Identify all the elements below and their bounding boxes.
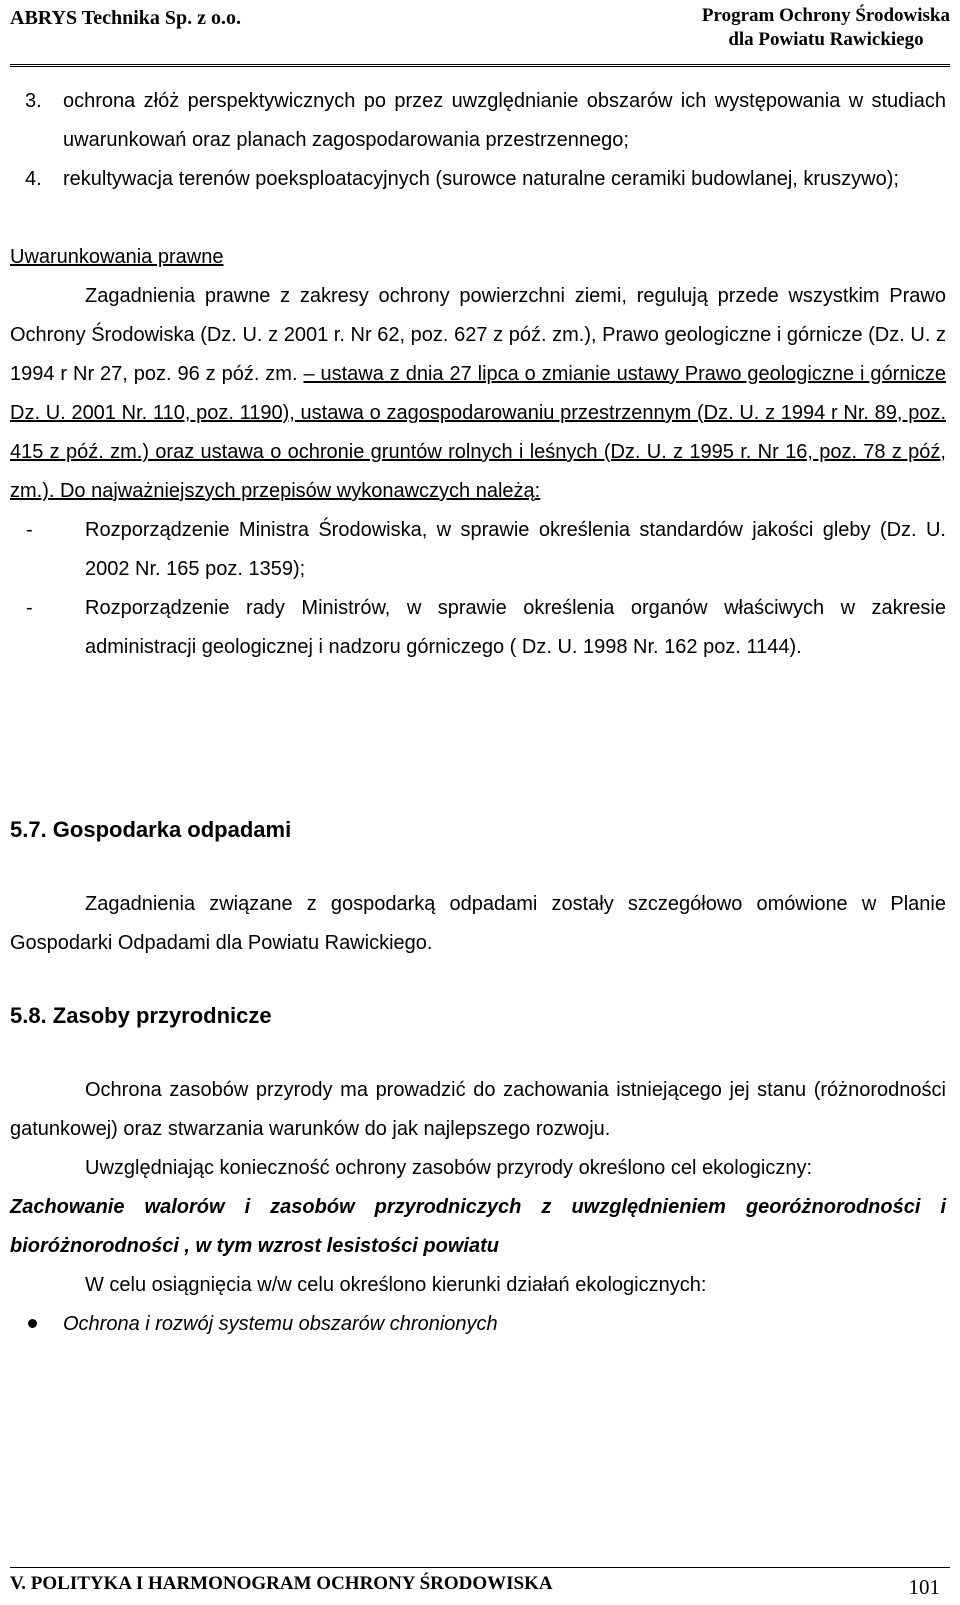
- list-item-number: 3.: [25, 90, 42, 112]
- legal-paragraph: [10, 277, 946, 511]
- page-number: 101: [908, 1575, 940, 1599]
- bullet-item-text: Ochrona i rozwój systemu obszarów chronionych: [63, 1313, 498, 1335]
- dash-marker: -: [26, 519, 33, 541]
- ecological-goal-intro: Uwzględniając konieczność ochrony zasobów przyrody określono cel ekologiczny:: [85, 1157, 813, 1179]
- section-heading-gospodarka-odpadami: 5.7. Gospodarka odpadami: [10, 817, 292, 842]
- footer-title: V. POLITYKA I HARMONOGRAM OCHRONY ŚRODOWISKA: [10, 1573, 553, 1594]
- directions-intro: W celu osiągnięcia w/w celu określono kierunki działań ekologicznych:: [85, 1274, 707, 1296]
- list-item-number: 4.: [25, 168, 42, 190]
- page-footer: [10, 1573, 950, 1599]
- bullet-item: [10, 1305, 946, 1344]
- dash-marker: -: [26, 597, 33, 619]
- nature-paragraph: Ochrona zasobów przyrody ma prowadzić do zachowania istniejącego jej stanu (różnorodności gatunkowej) oraz stwarzania warunków do jak najlepszego rozwoju.: [10, 1079, 946, 1140]
- page-body: [10, 82, 946, 1344]
- page-header: [10, 0, 950, 58]
- document-title-line2: dla Powiatu Rawickiego: [728, 29, 924, 50]
- list-item-text: Rozporządzenie Ministra Środowiska, w sprawie określenia standardów jakości gleby (Dz. U. 2002 Nr. 165 poz. 1359);: [85, 519, 946, 580]
- section-heading-zasoby-przyrodnicze: 5.8. Zasoby przyrodnicze: [10, 1003, 272, 1028]
- list-item-text: rekultywacja terenów poeksploatacyjnych (surowce naturalne ceramiki budowlanej, kruszywo);: [63, 168, 899, 190]
- legal-paragraph-link[interactable]: – ustawa z dnia 27 lipca o zmianie ustawy Prawo geologiczne i górnicze Dz. U. 2001 Nr. 110, poz. 1190), ustawa o zagospodarowaniu przestrzennym (Dz. U. z 1994 r Nr. 89, poz. 415 z póź. zm.) oraz ustawa o ochronie gruntów rolnych i leśnych (Dz. U. z 1995 r. Nr 16, poz. 78 z póź, zm.). Do najważniejszych przepisów wykonawczych należą:: [10, 363, 946, 502]
- document-title: [702, 4, 950, 52]
- footer-rule: [10, 1567, 950, 1568]
- company-name: ABRYS Technika Sp. z o.o.: [10, 7, 242, 29]
- regulations-list: [10, 511, 946, 667]
- list-item-text: ochrona złóż perspektywicznych po przez uwzględnianie obszarów ich występowania w studiach uwarunkowań oraz planach zagospodarowania przestrzennego;: [63, 90, 946, 151]
- numbered-list: [10, 82, 946, 199]
- list-item: [10, 589, 946, 667]
- list-item: [10, 82, 946, 160]
- legal-paragraph-lead: Zagadnienia prawne z zakresy ochrony powierzchni ziemi, regulują przede wszystkim Prawo Ochrony Środowiska (Dz. U. z 2001 r. Nr 62, poz. 627 z póź. zm.), Prawo geologiczne i górnicze (Dz. U. z 1994 r Nr 27, poz. 96 z póź. zm.: [10, 285, 946, 385]
- document-title-line1: Program Ochrony Środowiska: [701, 5, 950, 26]
- ecological-goal: Zachowanie walorów i zasobów przyrodniczych z uwzględnieniem georóżnorodności i bioróżnorodności , w tym wzrost lesistości powiatu: [10, 1196, 946, 1257]
- bullet-icon: [28, 1319, 37, 1328]
- waste-paragraph: Zagadnienia związane z gospodarką odpadami zostały szczegółowo omówione w Planie Gospodarki Odpadami dla Powiatu Rawickiego.: [10, 893, 946, 954]
- list-item: [10, 511, 946, 589]
- list-item-text: Rozporządzenie rady Ministrów, w sprawie określenia organów właściwych w zakresie administracji geologicznej i nadzoru górniczego ( Dz. U. 1998 Nr. 162 poz. 1144).: [85, 597, 946, 658]
- section-heading-uwarunkowania: Uwarunkowania prawne: [10, 246, 224, 268]
- list-item: [10, 160, 946, 199]
- header-rule: [10, 64, 950, 69]
